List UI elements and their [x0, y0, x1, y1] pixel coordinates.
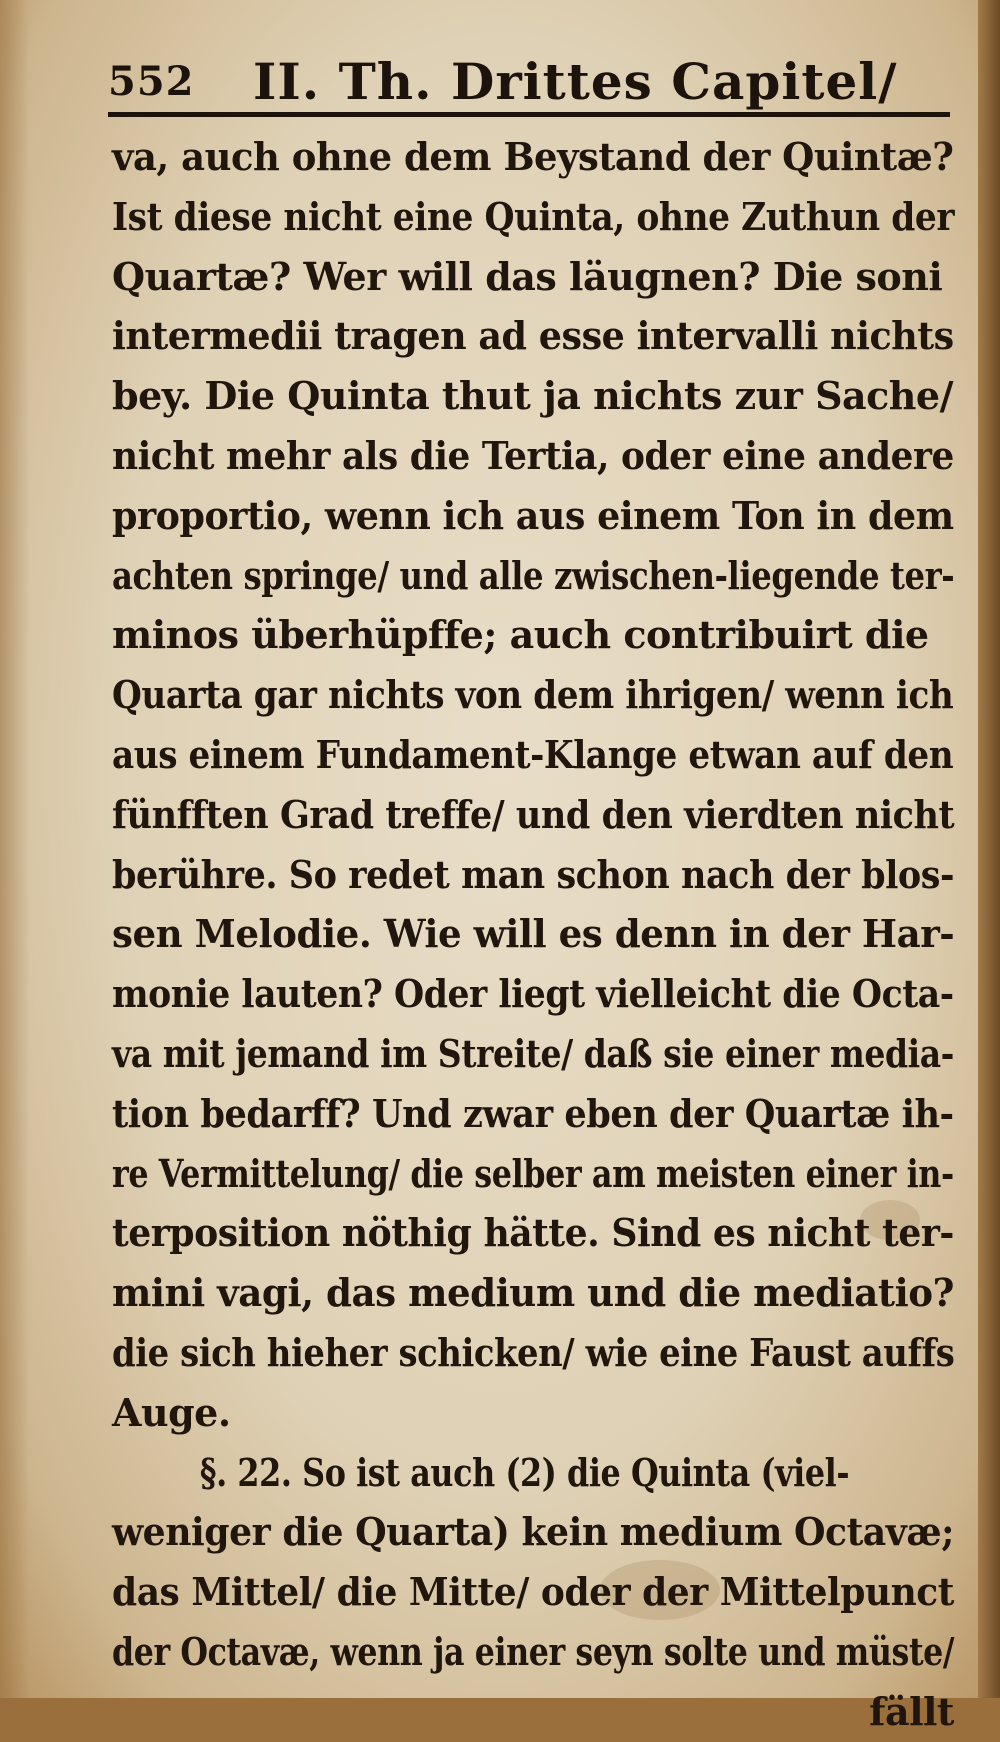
- text-line: va, auch ohne dem Beystand der Quintæ?: [112, 134, 954, 179]
- text-line: Auge.: [112, 1389, 231, 1435]
- page-header: [108, 52, 948, 112]
- text-line: der Octavæ, wenn ja einer seyn solte und müste/: [112, 1628, 955, 1674]
- running-head: II. Th. Drittes Capitel/: [253, 52, 898, 111]
- text-line: die sich hieher schicken/ wie eine Faust auffs: [112, 1329, 955, 1375]
- text-line: terposition nöthig hätte. Sind es nicht ter-: [112, 1210, 954, 1256]
- text-line: va mit jemand im Streite/ daß sie einer media-: [112, 1030, 954, 1076]
- text-line: Quartæ? Wer will das läugnen? Die soni: [112, 253, 943, 299]
- text-line: proportio, wenn ich aus einem Ton in dem: [112, 492, 954, 538]
- text-line: nicht mehr als die Tertia, oder eine andere: [112, 432, 954, 478]
- text-line: berühre. So redet man schon nach der blos-: [112, 851, 955, 897]
- text-line: tion bedarff? Und zwar eben der Quartæ ih-: [112, 1090, 954, 1136]
- catchword: fällt: [869, 1688, 954, 1734]
- text-line: das Mittel/ die Mitte/ oder der Mittelpunct: [112, 1569, 954, 1615]
- text-line: minos überhüpffe; auch contribuirt die: [112, 612, 929, 658]
- text-line: re Vermittelung/ die selber am meisten einer in-: [112, 1150, 954, 1196]
- body-text: [112, 127, 954, 1742]
- text-line: intermedii tragen ad esse intervalli nichts: [112, 313, 954, 359]
- text-line: Quarta gar nichts von dem ihrigen/ wenn ich: [112, 672, 954, 718]
- text-line: achten springe/ und alle zwischen-liegende ter-: [112, 552, 955, 598]
- text-line: weniger die Quarta) kein medium Octavæ;: [112, 1509, 954, 1555]
- section-heading-line: §. 22. So ist auch (2) die Quinta (viel-: [199, 1449, 850, 1495]
- text-line: monie lauten? Oder liegt vielleicht die Octa-: [112, 971, 954, 1017]
- text-line: fünfften Grad treffe/ und den vierdten nicht: [112, 791, 955, 837]
- gutter-shadow: [0, 0, 30, 1698]
- page-number: 552: [108, 58, 195, 105]
- text-line: Ist diese nicht eine Quinta, ohne Zuthun der: [112, 193, 955, 239]
- text-line: mini vagi, das medium und die mediatio?: [112, 1270, 954, 1316]
- text-line: sen Melodie. Wie will es denn in der Har-: [112, 911, 955, 957]
- text-line: bey. Die Quinta thut ja nichts zur Sache/: [112, 373, 953, 419]
- text-line: aus einem Fundament-Klange etwan auf den: [112, 731, 954, 777]
- header-rule: [108, 112, 950, 117]
- page-edge: [978, 0, 1000, 1698]
